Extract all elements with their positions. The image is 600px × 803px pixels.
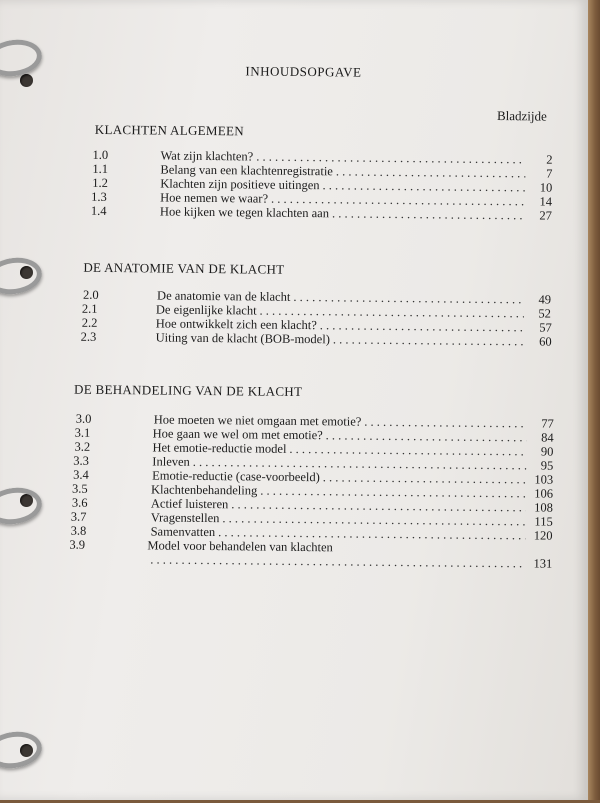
- dot-leader: [150, 552, 525, 570]
- entry-title: Hoe gaan we wel om met emotie?: [153, 426, 326, 442]
- entry-title: Wat zijn klachten?: [160, 149, 256, 164]
- section-heading: KLACHTEN ALGEMEEN: [95, 122, 244, 140]
- entry-title: Actief luisteren: [151, 496, 232, 511]
- entry-title: Samenvatten: [151, 524, 219, 539]
- entry-title: Emotie-reductie (case-voorbeeld): [152, 468, 323, 484]
- page-column-header: Bladzijde: [497, 108, 547, 125]
- entry-title: Inleven: [152, 454, 193, 468]
- entry-number: 3.4: [73, 468, 89, 482]
- entry-number: 2.3: [81, 330, 97, 344]
- entry-title: Vragenstellen: [151, 510, 223, 525]
- entry-number: 3.0: [76, 412, 92, 426]
- entry-page: 60: [525, 334, 552, 348]
- entry-title: De anatomie van de klacht: [157, 288, 293, 303]
- entry-page: 14: [525, 194, 552, 208]
- section-heading: DE BEHANDELING VAN DE KLACHT: [74, 382, 302, 400]
- entry-page: 84: [527, 430, 554, 444]
- entry-page: 77: [527, 416, 554, 430]
- entry-number: 3.9: [69, 538, 85, 552]
- entry-number: 1.4: [91, 204, 107, 218]
- entry-number: 2.2: [82, 316, 98, 330]
- entry-page: 27: [525, 208, 552, 222]
- entry-number: 2.0: [83, 288, 99, 302]
- page-title: INHOUDSOPGAVE: [3, 61, 600, 83]
- entry-page: 120: [526, 528, 553, 542]
- entry-number: 1.1: [92, 162, 108, 176]
- entry-title: Belang van een klachtenregistratie: [160, 163, 336, 179]
- entry-number: 3.3: [73, 454, 89, 468]
- entry-number: 3.2: [74, 440, 90, 454]
- entry-title: Hoe nemen we waar?: [160, 191, 271, 206]
- entry-title: Hoe moeten we niet omgaan met emotie?: [154, 412, 365, 428]
- entry-title: Klachtenbehandeling: [151, 482, 260, 497]
- dot-leader: [332, 206, 525, 222]
- entry-number: 3.5: [72, 482, 88, 496]
- dot-leader: [333, 332, 525, 348]
- entry-title: Hoe ontwikkelt zich een klacht?: [156, 316, 320, 332]
- entry-number: 2.1: [82, 302, 98, 316]
- entry-page: 108: [526, 500, 553, 514]
- entry-page: 95: [526, 458, 553, 472]
- entry-page: 115: [526, 514, 553, 528]
- entry-number: 1.0: [92, 148, 108, 162]
- entry-title: Model voor behandelen van klachten: [147, 538, 335, 554]
- entry-title: Klachten zijn positieve uitingen: [160, 177, 322, 193]
- entry-title: De eigenlijke klacht: [156, 302, 260, 317]
- entry-page: 10: [525, 180, 552, 194]
- entry-page: 7: [525, 166, 552, 180]
- entry-page: 57: [525, 320, 552, 334]
- entry-title: Hoe kijken we tegen klachten aan: [160, 205, 332, 221]
- entry-title: Uiting van de klacht (BOB-model): [156, 330, 333, 346]
- entry-title: Het emotie-reductie model: [152, 440, 289, 455]
- entry-page: 106: [526, 486, 553, 500]
- entry-number: 3.6: [72, 496, 88, 510]
- section-heading: DE ANATOMIE VAN DE KLACHT: [83, 260, 284, 278]
- entry-page: 103: [526, 472, 553, 486]
- entry-number: 3.7: [71, 510, 87, 524]
- entry-page: 49: [524, 292, 551, 306]
- entry-number: 1.2: [92, 176, 108, 190]
- entry-page: 2: [525, 152, 552, 166]
- entry-number: 3.8: [71, 524, 87, 538]
- entry-page: 90: [526, 444, 553, 458]
- entry-page: 131: [525, 556, 552, 570]
- entry-number: 3.1: [75, 426, 91, 440]
- entry-page: 52: [524, 306, 551, 320]
- entry-number: 1.3: [91, 190, 107, 204]
